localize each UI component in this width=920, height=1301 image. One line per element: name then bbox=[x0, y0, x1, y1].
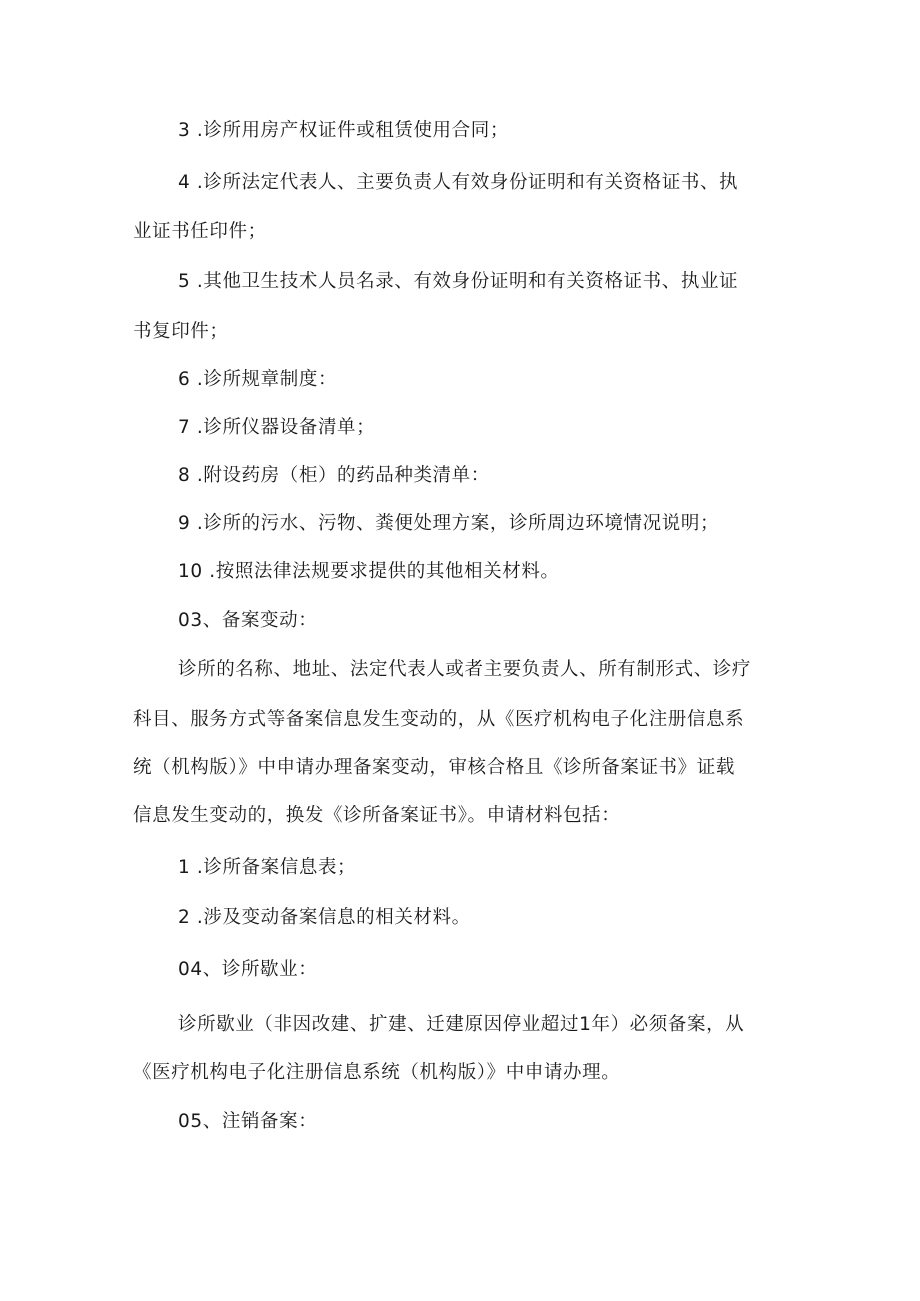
list-item bbox=[178, 270, 738, 294]
item-number: 2 bbox=[178, 907, 191, 928]
item-number: 6 bbox=[178, 369, 191, 390]
list-item bbox=[178, 906, 471, 930]
item-text: .诊所法定代表人、主要负责人有效身份证明和有关资格证书、执 bbox=[196, 172, 739, 193]
section-heading: 04、诊所歇业： bbox=[178, 959, 318, 980]
item-number: 5 bbox=[178, 271, 191, 292]
list-item bbox=[178, 512, 719, 536]
paragraph-line: 诊所的名称、地址、法定代表人或者主要负责人、所有制形式、诊疗 bbox=[178, 659, 752, 680]
item-text: .其他卫生技术人员名录、有效身份证明和有关资格证书、执业证 bbox=[196, 271, 739, 292]
list-item-continuation: 业证书任印件； bbox=[133, 221, 267, 242]
item-text: .按照法律法规要求提供的其他相关材料。 bbox=[209, 561, 560, 582]
item-text: .附设药房（柜）的药品种类清单： bbox=[196, 465, 490, 486]
item-number: 3 bbox=[178, 120, 191, 141]
section-heading: 03、备案变动： bbox=[178, 610, 318, 631]
paragraph-line: 信息发生变动的，换发《诊所备案证书》。申请材料包括： bbox=[133, 805, 621, 826]
list-item bbox=[178, 560, 560, 584]
item-number: 8 bbox=[178, 465, 191, 486]
item-number: 7 bbox=[178, 417, 191, 438]
list-item bbox=[178, 119, 509, 143]
item-text: .诊所的污水、污物、粪便处理方案，诊所周边环境情况说明； bbox=[196, 513, 720, 534]
list-item-continuation: 书复印件； bbox=[133, 321, 229, 342]
paragraph-line: 统（机构版）》中申请办理备案变动，审核合格且《诊所备案证书》证载 bbox=[133, 757, 735, 778]
list-item bbox=[178, 171, 738, 195]
item-text: .诊所规章制度： bbox=[196, 369, 338, 390]
list-item bbox=[178, 856, 356, 880]
paragraph-line: 科目、服务方式等备案信息发生变动的，从《医疗机构电子化注册信息系 bbox=[133, 709, 745, 730]
item-number: 4 bbox=[178, 172, 191, 193]
item-text: .诊所用房产权证件或租赁使用合同； bbox=[196, 120, 509, 141]
item-text: .涉及变动备案信息的相关材料。 bbox=[196, 907, 471, 928]
item-text: .诊所备案信息表； bbox=[196, 857, 357, 878]
paragraph-line: 《医疗机构电子化注册信息系统（机构版）》中申请办理。 bbox=[133, 1062, 621, 1083]
item-text: .诊所仪器设备清单； bbox=[196, 417, 376, 438]
paragraph-line: 诊所歇业（非因改建、扩建、迁建原因停业超过1年）必须备案，从 bbox=[178, 1014, 745, 1035]
list-item bbox=[178, 464, 490, 488]
section-heading: 05、注销备案： bbox=[178, 1111, 318, 1132]
item-number: 9 bbox=[178, 513, 191, 534]
list-item bbox=[178, 416, 375, 440]
list-item bbox=[178, 368, 337, 392]
item-number: 10 bbox=[178, 561, 203, 582]
item-number: 1 bbox=[178, 857, 191, 878]
